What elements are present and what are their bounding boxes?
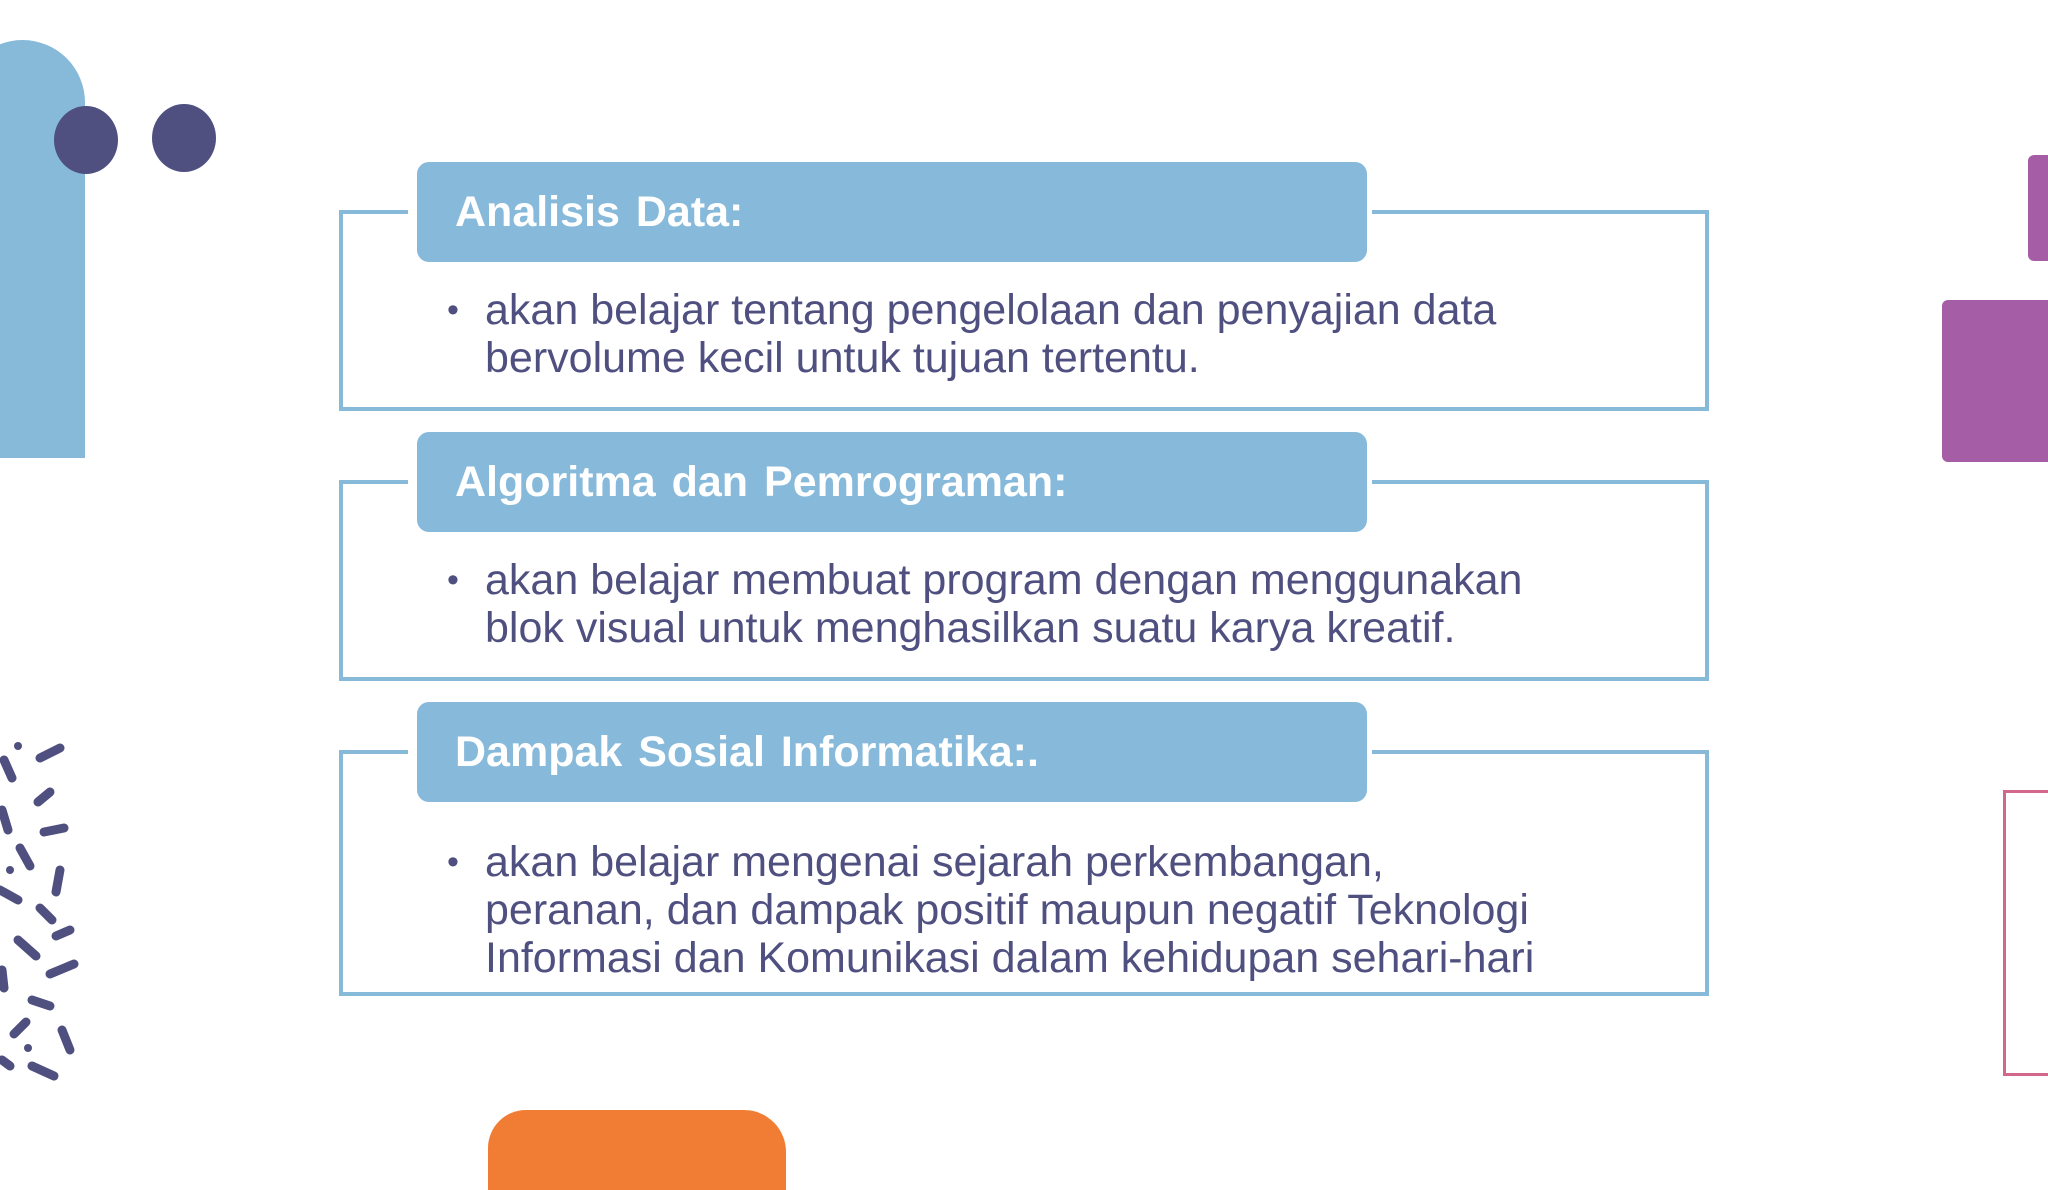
card-border-segment (1372, 480, 1709, 484)
bullet-text (485, 838, 1685, 982)
bullet-text-line: blok visual untuk menghasilkan suatu karya kreatif. (485, 604, 1456, 652)
section-title: Algoritma dan Pemrograman: (417, 432, 1367, 532)
section-title: Analisis Data: (417, 162, 1367, 262)
bullet-item (447, 838, 1685, 982)
decorative-dot (54, 106, 118, 174)
decorative-sprinkles (0, 730, 90, 1090)
bullet-item (447, 286, 1685, 382)
decorative-dot (152, 104, 216, 172)
bullet-text-line: akan belajar membuat program dengan menggunakan (485, 556, 1523, 604)
bullet-icon: • (447, 843, 459, 881)
decorative-arch-shape (0, 40, 85, 458)
section-card-dampak-sosial (339, 728, 1709, 996)
card-border-segment (339, 750, 408, 754)
card-border-segment (339, 210, 408, 214)
section-card-algoritma (339, 458, 1709, 681)
decorative-pink-outline (2003, 790, 2048, 1076)
bullet-text (485, 556, 1685, 652)
bullet-text-line: akan belajar mengenai sejarah perkembangan, (485, 838, 1384, 886)
section-card-analisis-data (339, 188, 1709, 411)
section-body (447, 286, 1685, 382)
bullet-text-line: akan belajar tentang pengelolaan dan penyajian data (485, 286, 1497, 334)
card-border-segment (1372, 750, 1709, 754)
bullet-text-line: peranan, dan dampak positif maupun negatif Teknologi (485, 886, 1529, 934)
decorative-orange-shape (488, 1110, 786, 1190)
decorative-purple-block (2028, 155, 2048, 261)
card-border-segment (339, 480, 408, 484)
decorative-purple-block (1942, 300, 2048, 462)
section-body (447, 556, 1685, 652)
bullet-text (485, 286, 1685, 382)
section-title: Dampak Sosial Informatika:. (417, 702, 1367, 802)
bullet-icon: • (447, 561, 459, 599)
bullet-text-line: Informasi dan Komunikasi dalam kehidupan sehari-hari (485, 934, 1535, 982)
card-border-segment (1372, 210, 1709, 214)
bullet-item (447, 556, 1685, 652)
bullet-text-line: bervolume kecil untuk tujuan tertentu. (485, 334, 1200, 382)
section-body (447, 838, 1685, 982)
bullet-icon: • (447, 291, 459, 329)
